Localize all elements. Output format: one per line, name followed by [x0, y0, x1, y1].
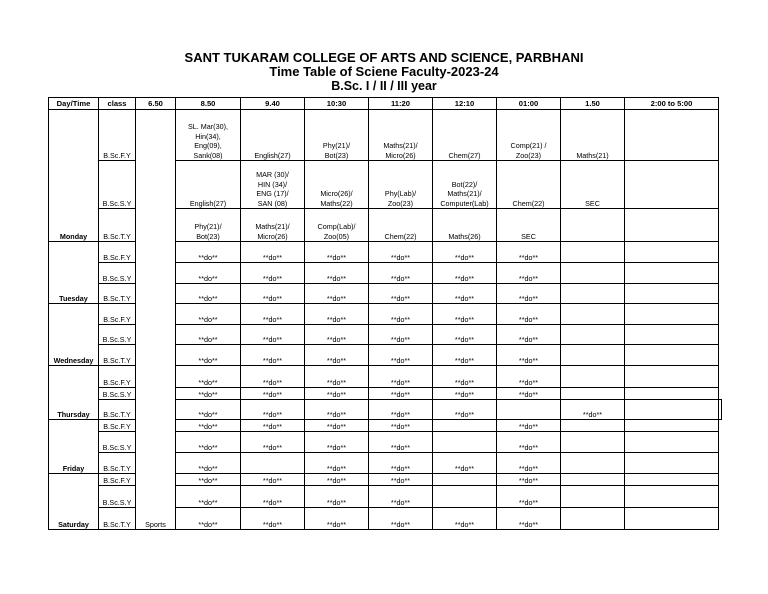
period-cell: **do**	[433, 453, 497, 474]
class-cell: B.Sc.T.Y	[99, 453, 136, 474]
period-cell: Bot(22)/ Maths(21)/ Computer(Lab)	[433, 161, 497, 209]
period-cell	[561, 209, 625, 242]
period-cell	[625, 263, 719, 284]
class-cell: B.Sc.S.Y	[99, 325, 136, 345]
period-cell: **do**	[369, 284, 433, 304]
period-cell: **do**	[241, 325, 305, 345]
period-cell: English(27)	[241, 110, 305, 161]
period-cell: **do**	[433, 325, 497, 345]
period-cell	[561, 486, 625, 508]
period-cell: **do**	[241, 366, 305, 388]
day-cell: Friday	[49, 420, 99, 474]
period-cell: **do**	[241, 304, 305, 325]
period-cell: **do**	[241, 474, 305, 486]
period-cell: Maths(21)	[561, 110, 625, 161]
period-cell: **do**	[176, 432, 241, 453]
col-header: 2:00 to 5:00	[625, 98, 719, 110]
period-cell: **do**	[497, 388, 561, 400]
period-cell: **do**	[433, 284, 497, 304]
period-cell: **do**	[497, 304, 561, 325]
period-cell: **do**	[305, 400, 369, 420]
col-header: class	[99, 98, 136, 110]
period-cell	[497, 400, 561, 420]
day-cell: Monday	[49, 110, 99, 242]
period-cell: **do**	[433, 366, 497, 388]
period-cell: **do**	[241, 242, 305, 263]
col-header: 12:10	[433, 98, 497, 110]
period-cell: **do**	[497, 508, 561, 530]
period-cell: Phy(Lab)/ Zoo(23)	[369, 161, 433, 209]
class-cell: B.Sc.S.Y	[99, 432, 136, 453]
period-cell: **do**	[176, 388, 241, 400]
period-cell: Comp(21) / Zoo(23)	[497, 110, 561, 161]
class-cell: B.Sc.S.Y	[99, 388, 136, 400]
period-cell: **do**	[305, 304, 369, 325]
col-header: Day/Time	[49, 98, 99, 110]
class-cell: B.Sc.T.Y	[99, 209, 136, 242]
period-cell	[625, 453, 719, 474]
period-cell	[433, 486, 497, 508]
period-cell: Phy(21)/ Bot(23)	[176, 209, 241, 242]
period-cell	[625, 420, 719, 432]
period-cell: Micro(26)/ Maths(22)	[305, 161, 369, 209]
period-cell: **do**	[497, 325, 561, 345]
period-cell: English(27)	[176, 161, 241, 209]
period-cell: **do**	[305, 263, 369, 284]
period-cell: SL. Mar(30), Hin(34), Eng(09), Sank(08)	[176, 110, 241, 161]
period-cell: **do**	[305, 508, 369, 530]
period-cell: **do**	[241, 432, 305, 453]
timetable	[48, 97, 722, 530]
period-cell: **do**	[176, 345, 241, 366]
period-cell	[561, 366, 625, 388]
class-cell: B.Sc.T.Y	[99, 508, 136, 530]
class-cell: B.Sc.T.Y	[99, 345, 136, 366]
period-cell: **do**	[433, 345, 497, 366]
period-cell	[561, 388, 625, 400]
period-cell: **do**	[305, 242, 369, 263]
class-cell: B.Sc.S.Y	[99, 161, 136, 209]
period-cell	[625, 345, 719, 366]
class-cell: B.Sc.S.Y	[99, 263, 136, 284]
period-cell: **do**	[369, 420, 433, 432]
period-cell: **do**	[241, 508, 305, 530]
period-cell: **do**	[369, 345, 433, 366]
period-cell	[625, 486, 719, 508]
period-cell: **do**	[369, 388, 433, 400]
period-cell: **do**	[369, 242, 433, 263]
period-cell: **do**	[241, 263, 305, 284]
period-cell: **do**	[305, 486, 369, 508]
period-cell: Comp(Lab)/ Zoo(05)	[305, 209, 369, 242]
col-header: 1.50	[561, 98, 625, 110]
period-cell: **do**	[176, 453, 241, 474]
period-cell	[561, 432, 625, 453]
period-cell	[433, 432, 497, 453]
period-cell: **do**	[241, 388, 305, 400]
period-cell: **do**	[497, 366, 561, 388]
period-cell: Phy(21)/ Bot(23)	[305, 110, 369, 161]
period-cell: MAR (30)/ HIN (34)/ ENG (17)/ SAN (08)	[241, 161, 305, 209]
col-header: 9.40	[241, 98, 305, 110]
period-cell	[561, 304, 625, 325]
col-header: 11:20	[369, 98, 433, 110]
period-cell	[625, 388, 719, 400]
col-header: 6.50	[136, 98, 176, 110]
period-cell	[561, 263, 625, 284]
period-cell: **do**	[176, 284, 241, 304]
period-cell: **do**	[497, 284, 561, 304]
period-cell: **do**	[305, 284, 369, 304]
period-cell: **do**	[305, 474, 369, 486]
period-cell	[625, 284, 719, 304]
period-cell: **do**	[369, 486, 433, 508]
period-cell: SEC	[561, 161, 625, 209]
period-cell	[433, 474, 497, 486]
period-cell: **do**	[305, 453, 369, 474]
period-cell	[561, 242, 625, 263]
period-cell: **do**	[433, 508, 497, 530]
period-cell: **do**	[176, 400, 241, 420]
title-block	[0, 50, 768, 93]
period-cell	[625, 400, 719, 420]
period-cell	[625, 209, 719, 242]
period-cell: **do**	[433, 242, 497, 263]
day-cell: Wednesday	[49, 304, 99, 366]
period-cell: **do**	[369, 304, 433, 325]
period-cell: **do**	[176, 420, 241, 432]
period-cell: **do**	[497, 345, 561, 366]
period-cell	[561, 453, 625, 474]
period-cell: **do**	[497, 420, 561, 432]
period-cell: **do**	[369, 263, 433, 284]
period-cell: Maths(21)/ Micro(26)	[369, 110, 433, 161]
class-cell: B.Sc.F.Y	[99, 474, 136, 486]
period-cell: **do**	[241, 486, 305, 508]
period-cell: **do**	[497, 263, 561, 284]
period-cell: Maths(21)/ Micro(26)	[241, 209, 305, 242]
sports-cell: Sports	[136, 110, 176, 530]
table-row	[49, 110, 722, 161]
period-cell: **do**	[433, 388, 497, 400]
period-cell: **do**	[305, 432, 369, 453]
period-cell	[719, 400, 722, 420]
period-cell: Chem(27)	[433, 110, 497, 161]
period-cell: **do**	[176, 325, 241, 345]
header-row	[49, 98, 722, 110]
period-cell: **do**	[561, 400, 625, 420]
period-cell: SEC	[497, 209, 561, 242]
period-cell: **do**	[433, 400, 497, 420]
period-cell	[625, 432, 719, 453]
col-header: 8.50	[176, 98, 241, 110]
period-cell: **do**	[241, 400, 305, 420]
period-cell: **do**	[305, 345, 369, 366]
period-cell: **do**	[369, 508, 433, 530]
period-cell: **do**	[369, 400, 433, 420]
class-cell: B.Sc.F.Y	[99, 304, 136, 325]
period-cell	[625, 366, 719, 388]
class-cell: B.Sc.T.Y	[99, 400, 136, 420]
classes-label: B.Sc. I / II / III year	[331, 79, 437, 93]
period-cell: **do**	[176, 508, 241, 530]
period-cell: **do**	[497, 486, 561, 508]
period-cell	[561, 508, 625, 530]
period-cell: **do**	[305, 420, 369, 432]
period-cell: Chem(22)	[369, 209, 433, 242]
day-cell: Tuesday	[49, 242, 99, 304]
period-cell	[625, 161, 719, 209]
period-cell	[561, 345, 625, 366]
period-cell: **do**	[176, 486, 241, 508]
period-cell: **do**	[497, 242, 561, 263]
period-cell	[625, 242, 719, 263]
timetable-subtitle: Time Table of Sciene Faculty-2023-24	[269, 64, 499, 79]
period-cell	[625, 110, 719, 161]
period-cell	[625, 325, 719, 345]
period-cell	[241, 453, 305, 474]
period-cell	[625, 508, 719, 530]
period-cell: **do**	[176, 366, 241, 388]
class-cell: B.Sc.F.Y	[99, 242, 136, 263]
period-cell: **do**	[369, 325, 433, 345]
period-cell: **do**	[497, 453, 561, 474]
period-cell	[561, 325, 625, 345]
period-cell: Chem(22)	[497, 161, 561, 209]
period-cell: Maths(26)	[433, 209, 497, 242]
day-cell: Saturday	[49, 474, 99, 530]
period-cell: **do**	[241, 420, 305, 432]
period-cell: **do**	[305, 388, 369, 400]
period-cell: **do**	[241, 345, 305, 366]
period-cell	[625, 474, 719, 486]
period-cell	[625, 304, 719, 325]
college-name: SANT TUKARAM COLLEGE OF ARTS AND SCIENCE, PARBHANI	[184, 50, 584, 65]
period-cell: **do**	[369, 453, 433, 474]
col-header: 10:30	[305, 98, 369, 110]
period-cell	[561, 474, 625, 486]
class-cell: B.Sc.S.Y	[99, 486, 136, 508]
period-cell: **do**	[305, 366, 369, 388]
period-cell	[561, 420, 625, 432]
period-cell: **do**	[176, 263, 241, 284]
period-cell: **do**	[176, 474, 241, 486]
period-cell	[561, 284, 625, 304]
period-cell: **do**	[497, 474, 561, 486]
period-cell: **do**	[176, 304, 241, 325]
class-cell: B.Sc.F.Y	[99, 366, 136, 388]
period-cell: **do**	[433, 304, 497, 325]
period-cell: **do**	[241, 284, 305, 304]
class-cell: B.Sc.F.Y	[99, 420, 136, 432]
period-cell: **do**	[433, 263, 497, 284]
class-cell: B.Sc.T.Y	[99, 284, 136, 304]
period-cell: **do**	[497, 432, 561, 453]
period-cell: **do**	[305, 325, 369, 345]
period-cell	[433, 420, 497, 432]
col-header: 01:00	[497, 98, 561, 110]
period-cell: **do**	[176, 242, 241, 263]
period-cell: **do**	[369, 366, 433, 388]
day-cell: Thursday	[49, 366, 99, 420]
period-cell: **do**	[369, 432, 433, 453]
class-cell: B.Sc.F.Y	[99, 110, 136, 161]
period-cell: **do**	[369, 474, 433, 486]
